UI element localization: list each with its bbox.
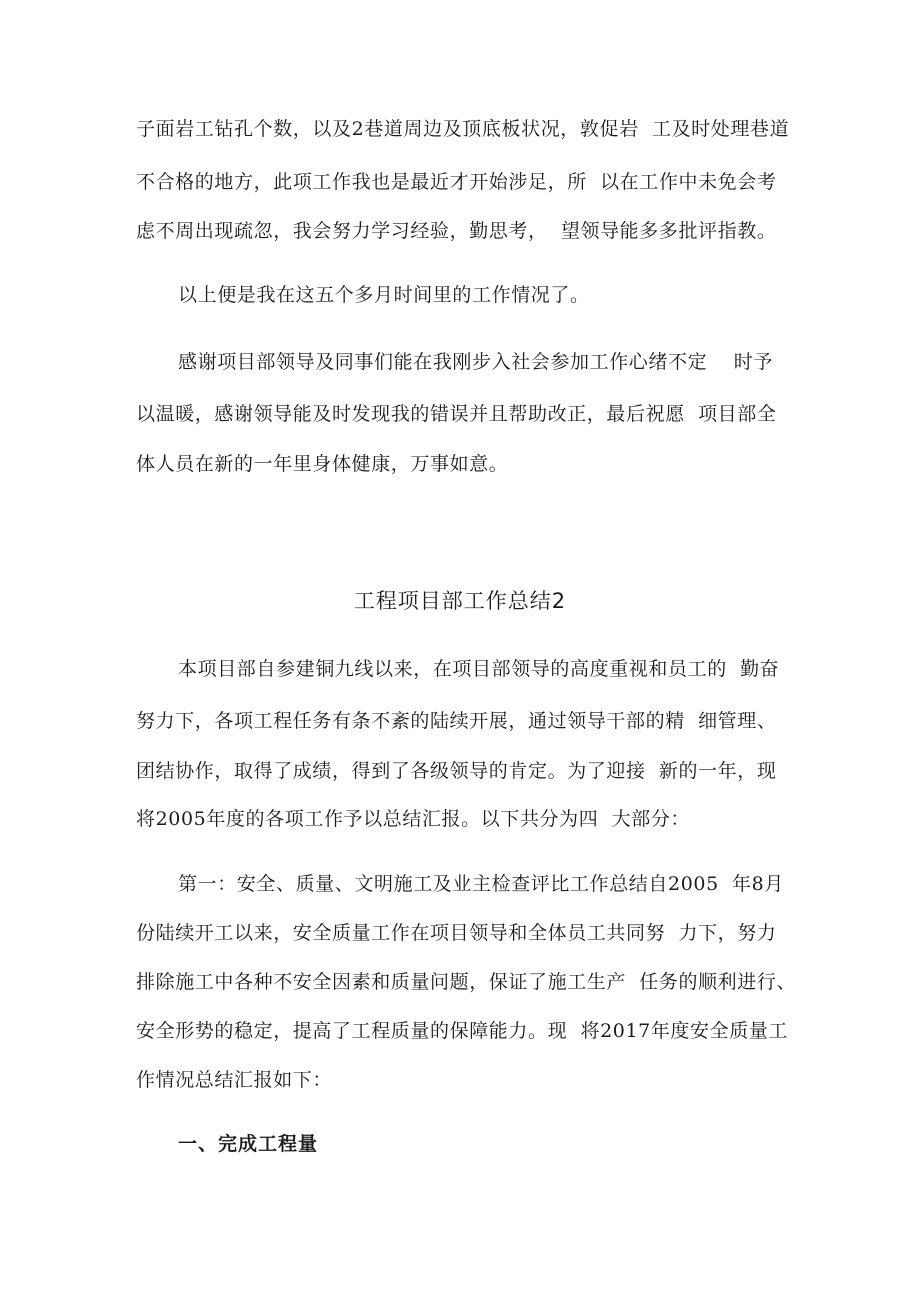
part1-paragraph-line: 份陆续开工以来，安全质量工作在项目领导和全体员工共同努 力下，努力 (136, 922, 777, 944)
thanks-paragraph-line: 体人员在新的一年里身体健康，万事如意。 (136, 453, 509, 475)
paragraph-line: 虑不周出现疏忽，我会努力学习经验，勤思考， 望领导能多多批评指教。 (136, 220, 777, 242)
paragraph-line: 子面岩工钻孔个数，以及2巷道周边及顶底板状况，敦促岩 工及时处理巷道 (136, 118, 790, 140)
intro-paragraph-line: 将2005年度的各项工作予以总结汇报。以下共分为四 大部分： (136, 808, 691, 830)
intro-paragraph-line: 努力下，各项工程任务有条不紊的陆续开展，通过领导干部的精 细管理、 (136, 710, 777, 732)
intro-paragraph-line: 本项目部自参建铜九线以来，在项目部领导的高度重视和员工的 勤奋 (178, 658, 780, 680)
thanks-paragraph-line: 以温暖，感谢领导能及时发现我的错误并且帮助改正，最后祝愿 项目部全 (136, 403, 777, 425)
summary-paragraph: 以上便是我在这五个多月时间里的工作情况了。 (178, 284, 590, 306)
intro-paragraph-line: 团结协作，取得了成绩，得到了各级领导的肯定。为了迎接 新的一年，现 (136, 760, 777, 782)
part1-paragraph-line: 安全形势的稳定，提高了工程质量的保障能力。现 将2017年度安全质量工 (136, 1020, 789, 1042)
part1-paragraph-line: 作情况总结汇报如下： (136, 1069, 333, 1091)
paragraph-line: 不合格的地方，此项工作我也是最近才开始涉足，所 以在工作中未免会考 (136, 171, 777, 193)
thanks-paragraph-line: 感谢项目部领导及同事们能在我刚步入社会参加工作心绪不定 时予 (178, 351, 773, 373)
part1-paragraph-line: 第一：安全、质量、文明施工及业主检查评比工作总结自2005 年8月 (178, 873, 784, 895)
part1-paragraph-line: 排除施工中各种不安全因素和质量问题，保证了施工生产 任务的顺利进行、 (136, 971, 797, 993)
subsection-heading: 一、完成工程量 (178, 1133, 319, 1155)
section-title: 工程项目部工作总结2 (353, 589, 567, 613)
